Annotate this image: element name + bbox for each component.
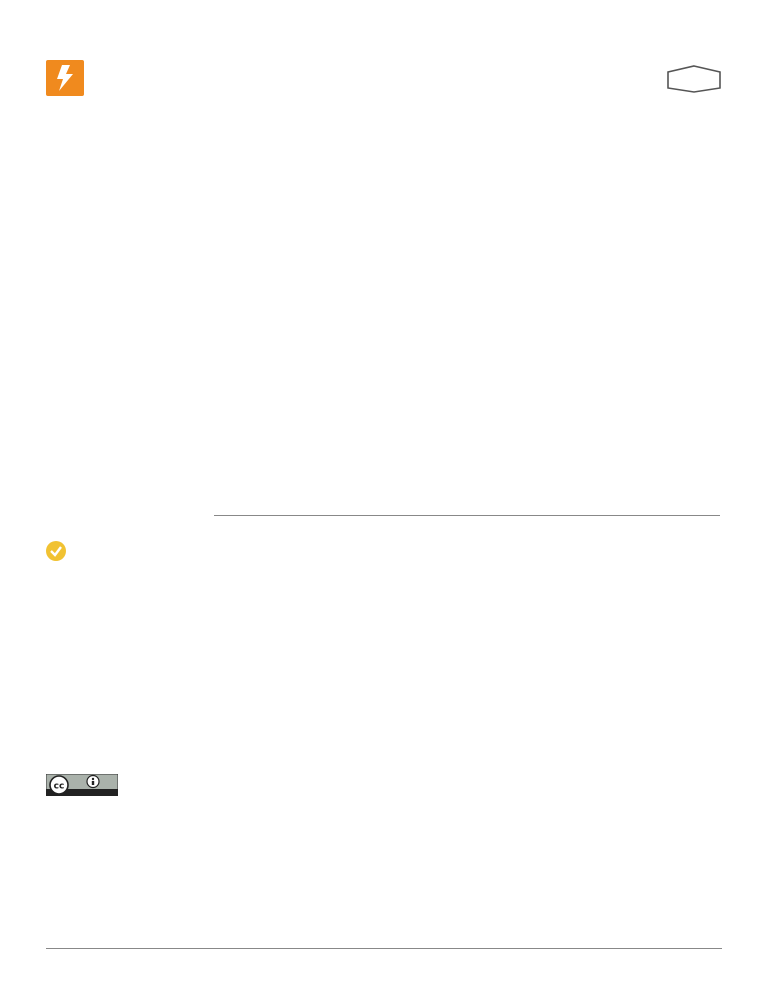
- journal-logo: [46, 60, 84, 96]
- publisher-logo: [664, 64, 724, 94]
- svg-text:cc: cc: [53, 781, 65, 792]
- check-icon: [46, 541, 66, 561]
- check-for-updates-button[interactable]: [46, 541, 156, 559]
- footer-divider: [46, 948, 722, 949]
- lightning-icon: [46, 60, 84, 96]
- cc-by-license-badge[interactable]: [46, 774, 118, 796]
- divider: [214, 515, 720, 516]
